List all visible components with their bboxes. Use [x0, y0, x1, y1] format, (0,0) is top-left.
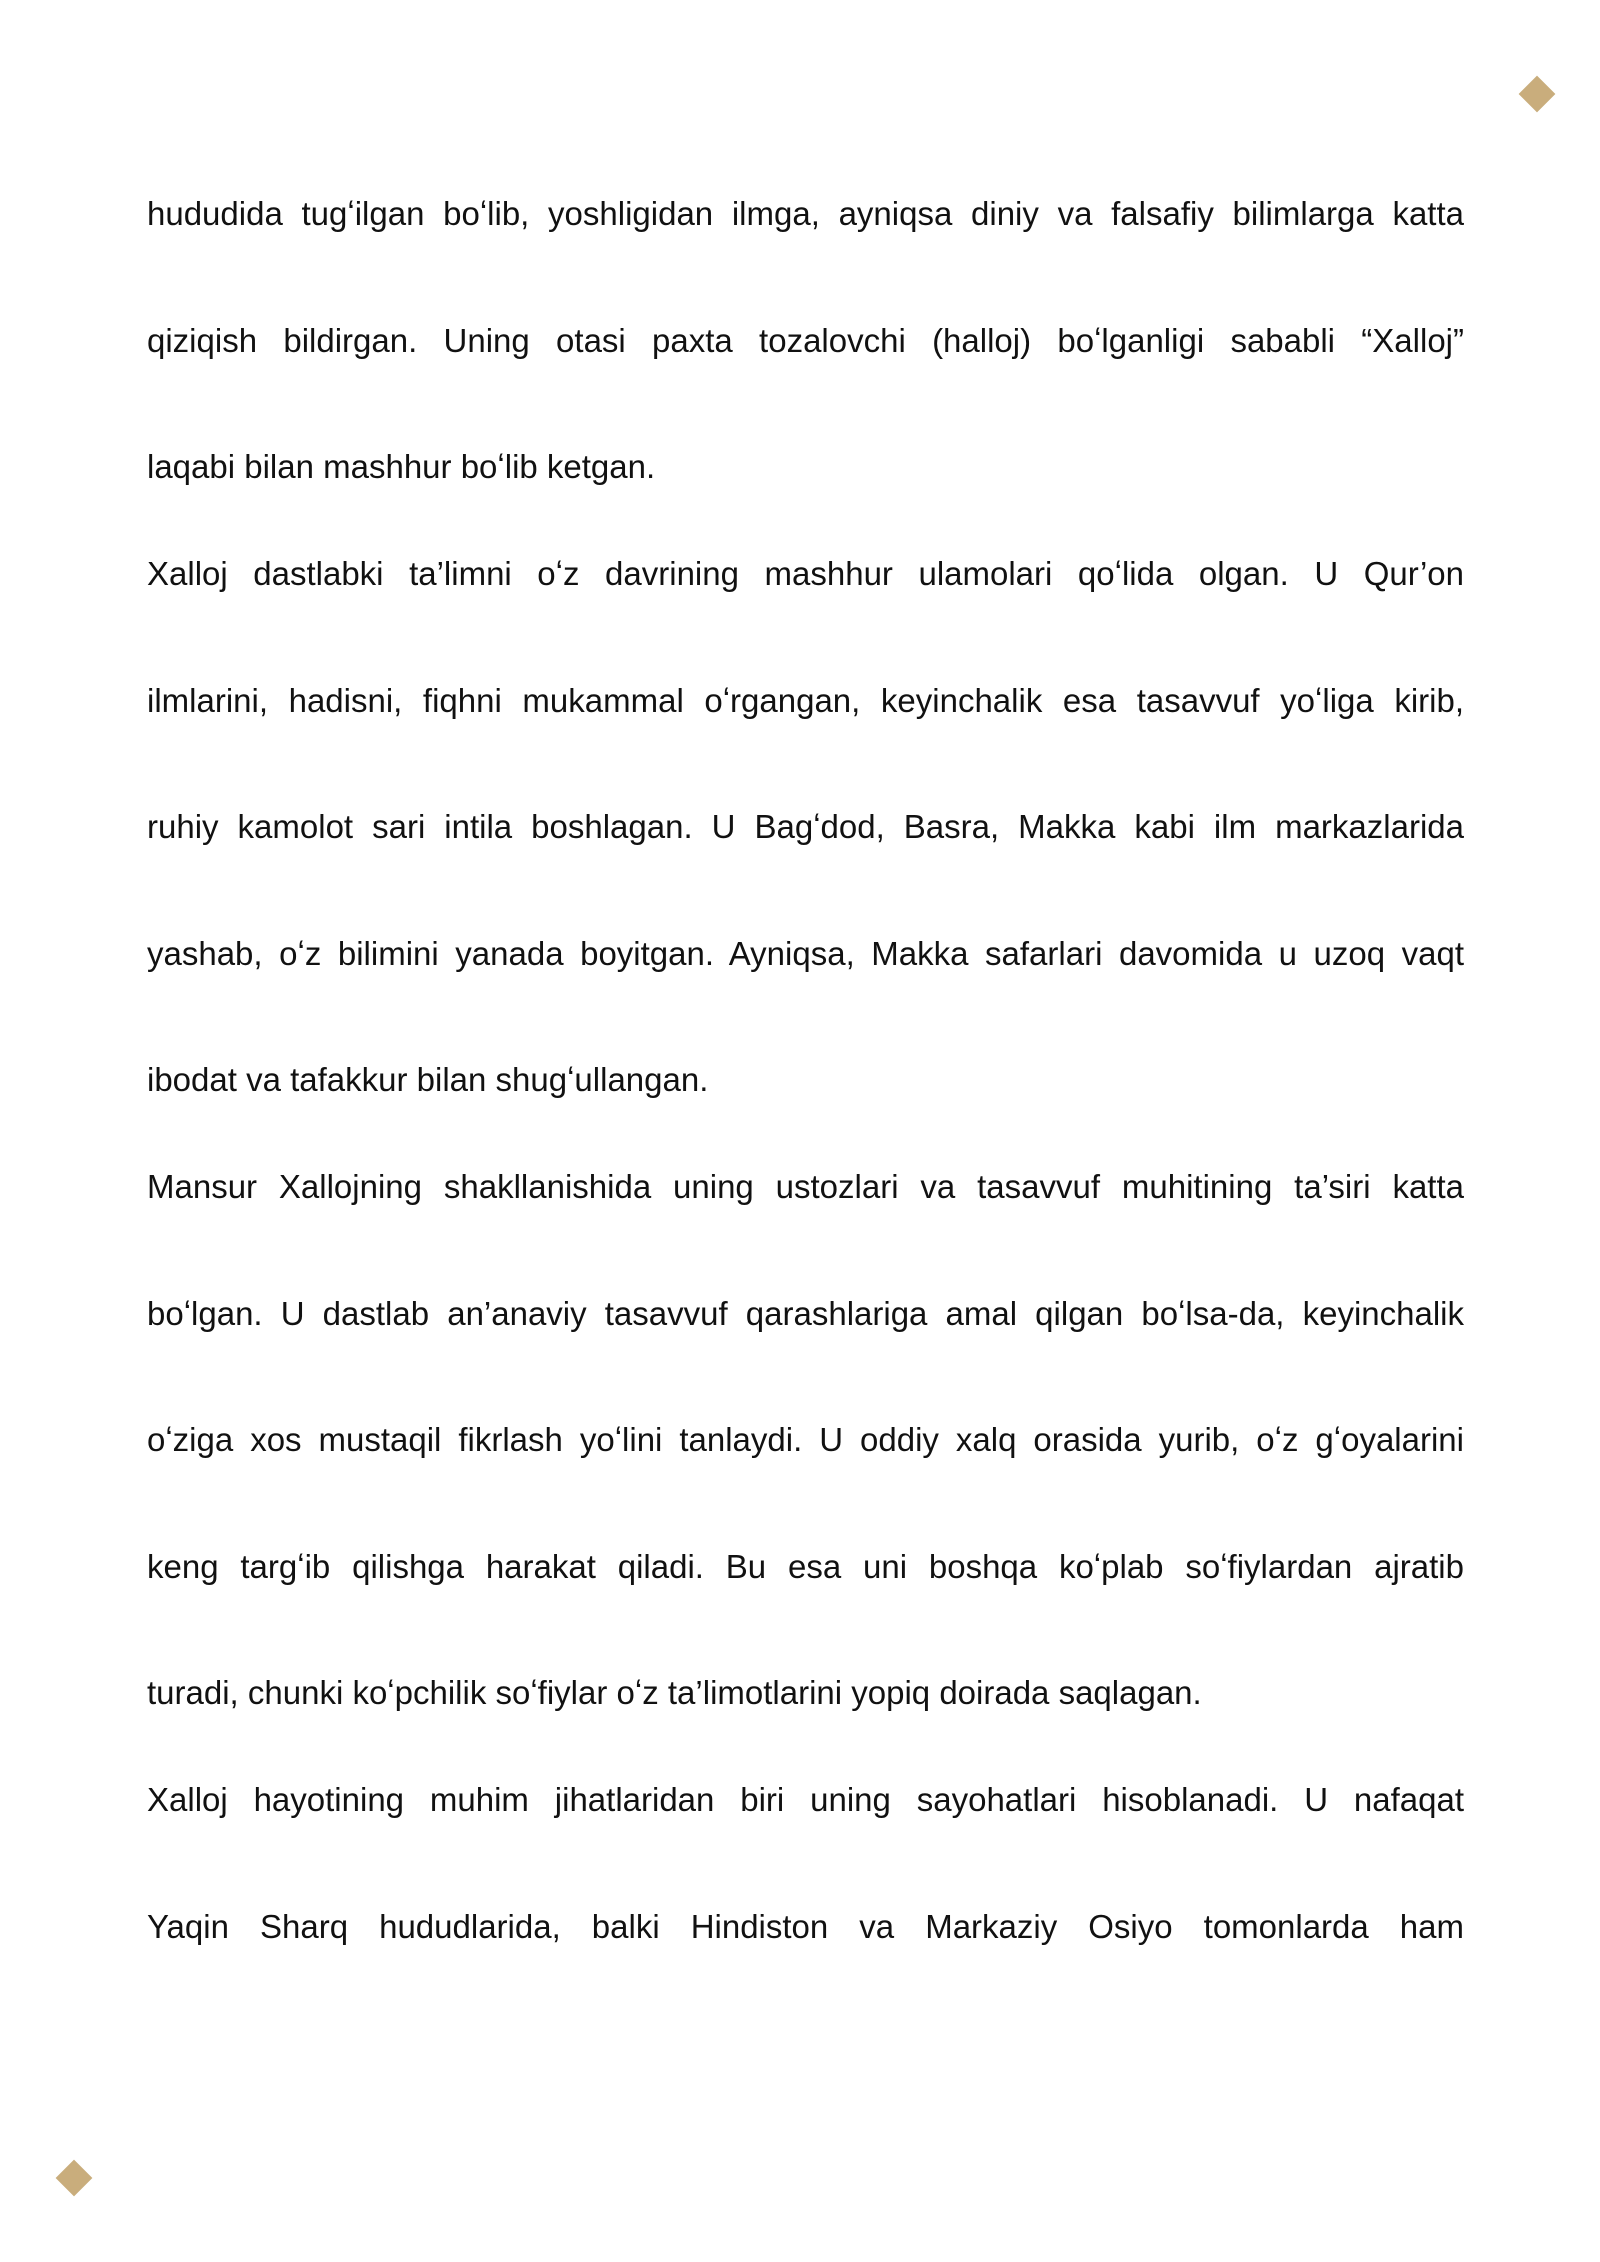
text-line: turadi, chunki koʻpchilik soʻfiylar oʻz ta’limotlarini yopiq doirada saqlagan. [147, 1674, 1202, 1711]
text-line: hududida tugʻilgan boʻlib, yoshligidan ilmga, ayniqsa diniy va falsafiy bilimlarga katta [147, 195, 1464, 232]
body-text [147, 190, 1464, 2029]
text-line: yashab, oʻz bilimini yanada boyitgan. Ayniqsa, Makka safarlari davomida u uzoq vaqt [147, 934, 1464, 972]
text-line: boʻlgan. U dastlab an’anaviy tasavvuf qarashlariga amal qilgan boʻlsa-da, keyinchalik [147, 1294, 1464, 1332]
paragraph [147, 190, 1464, 550]
paragraph [147, 550, 1464, 1163]
text-line: Xalloj hayotining muhim jihatlaridan biri uning sayohatlari hisoblanadi. U nafaqat [147, 1781, 1464, 1818]
text-line: oʻziga xos mustaqil fikrlash yoʻlini tanlaydi. U oddiy xalq orasida yurib, oʻz gʻoyalarini [147, 1421, 1464, 1458]
paragraph [147, 1776, 1464, 2029]
paragraph [147, 1163, 1464, 1776]
diamond-ornament-icon [1519, 76, 1556, 113]
text-line: Mansur Xallojning shakllanishida uning ustozlari va tasavvuf muhitining ta’siri katta [147, 1168, 1464, 1205]
diamond-ornament-icon [56, 2160, 93, 2197]
text-line: ilmlarini, hadisni, fiqhni mukammal oʻrgangan, keyinchalik esa tasavvuf yoʻliga kirib, [147, 681, 1464, 719]
text-line: qiziqish bildirgan. Uning otasi paxta tozalovchi (halloj) boʻlganligi sababli “Xalloj” [147, 321, 1464, 359]
text-line: Yaqin Sharq hududlarida, balki Hindiston va Markaziy Osiyo tomonlarda ham [147, 1907, 1464, 1945]
text-line: laqabi bilan mashhur boʻlib ketgan. [147, 448, 656, 485]
text-line: Xalloj dastlabki ta’limni oʻz davrining mashhur ulamolari qoʻlida olgan. U Qur’on [147, 555, 1464, 592]
text-line: ruhiy kamolot sari intila boshlagan. U Bagʻdod, Basra, Makka kabi ilm markazlarida [147, 808, 1464, 845]
text-line: keng targʻib qilishga harakat qiladi. Bu esa uni boshqa koʻplab soʻfiylardan ajratib [147, 1547, 1464, 1585]
text-line: ibodat va tafakkur bilan shugʻullangan. [147, 1061, 709, 1098]
